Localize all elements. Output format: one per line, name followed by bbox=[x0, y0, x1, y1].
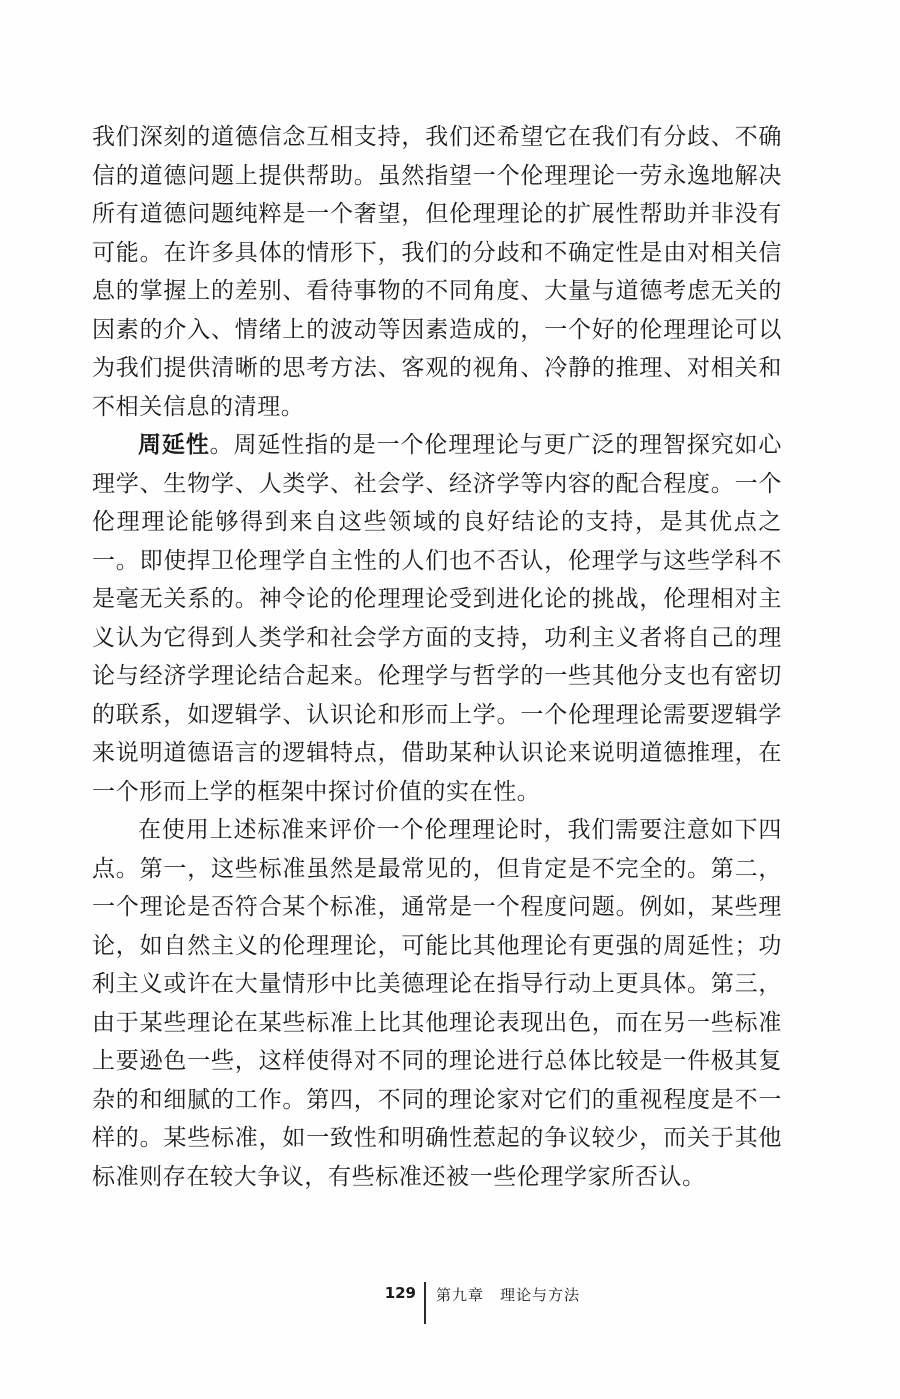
page-number: 129 bbox=[384, 1284, 416, 1302]
paragraph-2-text: 。周延性指的是一个伦理理论与更广泛的理智探究如心理学、生物学、人类学、社会学、经济学等内容的配合程度。一个伦理理论能够得到来自这些领域的良好结论的支持，是其优点之一。即使捍卫伦理学自主性的人们也不否认，伦理学与这些学科不是毫无关系的。神令论的伦理理论受到进化论的挑战，伦理相对主义认为它得到人类学和社会学方面的支持，功利主义者将自己的理论与经济学理论结合起来。伦理学与哲学的一些其他分支也有密切的联系，如逻辑学、认识论和形而上学。一个伦理理论需要逻辑学来说明道德语言的逻辑特点，借助某种认识论来说明道德推理，在一个形而上学的框架中探讨价值的实在性。 bbox=[92, 432, 782, 805]
body-text bbox=[92, 118, 782, 1196]
chapter-label: 第九章 理论与方法 bbox=[436, 1286, 581, 1304]
paragraph-2-lead-term: 周延性 bbox=[138, 432, 210, 458]
paragraph-1: 我们深刻的道德信念互相支持，我们还希望它在我们有分歧、不确信的道德问题上提供帮助。虽然指望一个伦理理论一劳永逸地解决所有道德问题纯粹是一个奢望，但伦理理论的扩展性帮助并非没有可能。在许多具体的情形下，我们的分歧和不确定性是由对相关信息的掌握上的差别、看待事物的不同角度、大量与道德考虑无关的因素的介入、情绪上的波动等因素造成的，一个好的伦理理论可以为我们提供清晰的思考方法、客观的视角、冷静的推理、对相关和不相关信息的清理。 bbox=[92, 124, 782, 420]
paragraph-2 bbox=[92, 426, 782, 811]
footer-divider bbox=[424, 1282, 426, 1324]
paragraph-3: 在使用上述标准来评价一个伦理理论时，我们需要注意如下四点。第一，这些标准虽然是最常见的，但肯定是不完全的。第二，一个理论是否符合某个标准，通常是一个程度问题。例如，某些理论，如自然主义的伦理理论，可能比其他理论有更强的周延性；功利主义或许在大量情形中比美德理论在指导行动上更具体。第三，由于某些理论在某些标准上比其他理论表现出色，而在另一些标准上要逊色一些，这样使得对不同的理论进行总体比较是一件极其复杂的和细腻的工作。第四，不同的理论家对它们的重视程度是不一样的。某些标准，如一致性和明确性惹起的争议较少，而关于其他标准则存在较大争议，有些标准还被一些伦理学家所否认。 bbox=[92, 817, 782, 1190]
page-footer bbox=[0, 1282, 900, 1342]
